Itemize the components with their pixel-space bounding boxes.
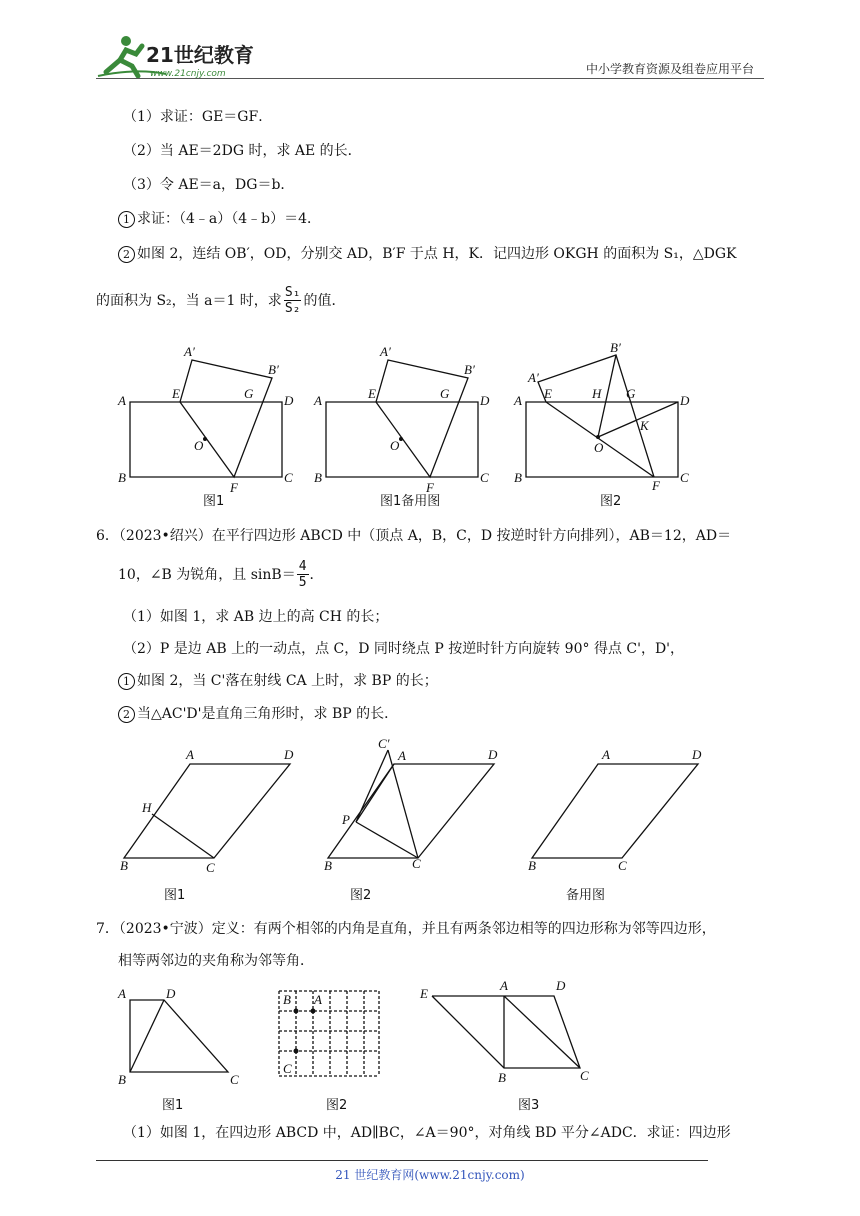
label-F: F [426, 480, 434, 495]
figure-q6-fig2 [316, 736, 516, 884]
label-D: D [166, 986, 176, 1001]
label-E: E [544, 386, 552, 401]
q6-stem-end: ． [309, 567, 324, 583]
q6-stem-line2 [118, 556, 324, 592]
label-G: G [440, 386, 450, 401]
q5-part3-sub2-text: 如图 2，连结 OB′，OD，分别交 AD，B′F 于点 H，K．记四边形 OKGH 的面积为 S₁，△DGK [137, 246, 737, 262]
figure-q5-fig1 [112, 340, 312, 504]
q5-part1: （1）求证：GE＝GF． [123, 109, 273, 125]
q5-part3-sub1 [118, 208, 321, 228]
label-C: C [230, 1072, 239, 1087]
figure-q7-fig2-grid [276, 988, 386, 1084]
header-divider [96, 78, 764, 79]
caption-q7-fig3: 图3 [518, 1098, 540, 1113]
label-G: G [244, 386, 254, 401]
center-point [399, 437, 403, 441]
label-G: G [626, 386, 636, 401]
label-F: F [230, 480, 238, 495]
center-point [203, 437, 207, 441]
label-D: D [680, 393, 690, 408]
site-logo [96, 32, 266, 82]
trapezoid-abcd [130, 1000, 228, 1072]
label-A: A [118, 393, 126, 408]
label-B: B [314, 470, 322, 485]
fraction-numerator: 4 [298, 558, 307, 574]
label-O: O [390, 438, 400, 453]
label-A-prime: A′ [380, 344, 391, 359]
q7-part1: （1）如图 1，在四边形 ABCD 中，AD∥BC，∠A＝90°，对角线 BD 平分∠ADC．求证：四边形 [123, 1125, 731, 1141]
segment-AC [504, 996, 580, 1068]
figure-q7-fig1 [112, 980, 252, 1094]
q7-definition-line1: 7．（2023•宁波）定义：有两个相邻的内角是直角，并且有两条邻边相等的四边形称为邻等四边形， [96, 921, 716, 937]
label-A: A [314, 992, 322, 1007]
label-D: D [480, 393, 490, 408]
label-A: A [118, 986, 126, 1001]
label-D: D [284, 393, 294, 408]
logo-title: 21世纪教育 [146, 43, 254, 67]
quad-EDCB [432, 996, 580, 1068]
q6-part2: （2）P 是边 AB 上的一动点，点 C，D 同时绕点 P 按逆时针方向旋转 90° 得点 C'，D'， [123, 641, 685, 657]
figure-q7-fig3 [410, 970, 610, 1089]
folded-edges [538, 355, 654, 477]
label-C-prime: C′ [378, 736, 390, 751]
q5-ratio-suffix: 的值． [303, 293, 346, 309]
folded-quad [376, 360, 468, 477]
ratio-fraction [284, 285, 302, 316]
circled-number: 2 [118, 706, 135, 723]
label-D: D [284, 747, 294, 762]
sin-fraction [297, 559, 309, 590]
caption-q6-fig1: 图1 [164, 888, 186, 903]
label-A: A [500, 978, 508, 993]
label-A: A [314, 393, 322, 408]
label-A: A [186, 747, 194, 762]
q5-part3: （3）令 AE＝a，DG＝b． [123, 177, 295, 193]
label-H: H [142, 800, 152, 815]
fraction-denominator: S₂ [284, 300, 301, 316]
fraction-numerator: S₁ [284, 284, 301, 300]
figure-q6-fig1 [112, 740, 312, 884]
label-C: C [284, 470, 293, 485]
q6-stem-line1: 6．（2023•绍兴）在平行四边形 ABCD 中（顶点 A，B，C，D 按逆时针方向排列），AB＝12，AD＝ [96, 528, 732, 544]
grid-point [294, 1009, 299, 1014]
caption-q7-fig1: 图1 [162, 1098, 184, 1113]
label-B-prime: B′ [464, 362, 475, 377]
label-E: E [420, 986, 428, 1001]
label-B-prime: B′ [610, 340, 621, 355]
diagonal-BD [130, 1000, 164, 1072]
parallelogram-abcd [328, 764, 494, 858]
label-K: K [640, 418, 649, 433]
label-A: A [602, 747, 610, 762]
footer-divider [96, 1160, 708, 1161]
label-C: C [480, 470, 489, 485]
q5-part3-sub2-cont [96, 278, 345, 322]
label-D: D [556, 978, 566, 993]
q6-part1: （1）如图 1，求 AB 边上的高 CH 的长； [123, 609, 389, 625]
label-C: C [283, 1061, 292, 1076]
label-B: B [324, 858, 332, 873]
label-B: B [528, 858, 536, 873]
q5-part3-sub2 [118, 243, 737, 263]
parallelogram-abcd [532, 764, 698, 858]
caption-q5-fig1: 图1 [203, 494, 225, 509]
label-C: C [412, 856, 421, 871]
caption-q5-fig1-spare: 图1备用图 [380, 494, 441, 509]
label-A: A [514, 393, 522, 408]
q6-part2-sub1 [118, 670, 438, 690]
figure-q5-fig1-spare [308, 340, 508, 504]
q6-part2-sub2 [118, 703, 398, 723]
label-B: B [283, 992, 291, 1007]
figure-q6-spare [520, 740, 720, 884]
grid-point [294, 1049, 299, 1054]
q6-stem-line2-text: 10，∠B 为锐角，且 sinB＝ [118, 567, 296, 583]
label-O: O [194, 438, 204, 453]
label-C: C [680, 470, 689, 485]
figure-q5-fig2 [508, 340, 708, 504]
caption-q6-spare: 备用图 [566, 888, 606, 903]
q5-ratio-prefix: 的面积为 S₂，当 a＝1 时，求 [96, 293, 282, 309]
label-C: C [618, 858, 627, 873]
caption-q6-fig2: 图2 [350, 888, 372, 903]
q6-part2-sub1-text: 如图 2，当 C'落在射线 CA 上时，求 BP 的长； [137, 673, 438, 689]
label-D: D [488, 747, 498, 762]
grid-point [311, 1009, 316, 1014]
caption-q7-fig2: 图2 [326, 1098, 348, 1113]
label-A-prime: A′ [528, 370, 539, 385]
label-E: E [172, 386, 180, 401]
circled-number: 1 [118, 211, 135, 228]
label-B: B [498, 1070, 506, 1085]
label-C: C [206, 860, 215, 875]
label-C: C [580, 1068, 589, 1083]
label-H: H [592, 386, 602, 401]
altitude-CH [152, 814, 214, 858]
segment-OD [598, 402, 678, 437]
q7-definition-line2: 相等两邻边的夹角称为邻等角． [118, 953, 314, 969]
label-B: B [514, 470, 522, 485]
fraction-denominator: 5 [298, 574, 307, 590]
q6-part2-sub2-text: 当△AC'D'是直角三角形时，求 BP 的长． [137, 706, 399, 722]
q5-part2: （2）当 AE＝2DG 时，求 AE 的长． [123, 143, 362, 159]
label-A: A [398, 748, 406, 763]
caption-q5-fig2: 图2 [600, 494, 622, 509]
label-O: O [594, 440, 604, 455]
circled-number: 2 [118, 246, 135, 263]
label-D: D [692, 747, 702, 762]
label-A-prime: A′ [184, 344, 195, 359]
q5-part3-sub1-text: 求证：（4﹣a）（4﹣b）＝4． [137, 211, 322, 227]
label-B: B [118, 470, 126, 485]
footer-text: 21 世纪教育网(www.21cnjy.com) [335, 1168, 525, 1182]
label-B: B [118, 1072, 126, 1087]
label-F: F [652, 478, 660, 493]
logo-url: www.21cnjy.com [150, 69, 226, 79]
label-P: P [342, 812, 350, 827]
label-B: B [120, 858, 128, 873]
header-slogan: 中小学教育资源及组卷应用平台 [585, 62, 754, 76]
circled-number: 1 [118, 673, 135, 690]
label-E: E [368, 386, 376, 401]
folded-quad [180, 360, 272, 477]
label-B-prime: B′ [268, 362, 279, 377]
